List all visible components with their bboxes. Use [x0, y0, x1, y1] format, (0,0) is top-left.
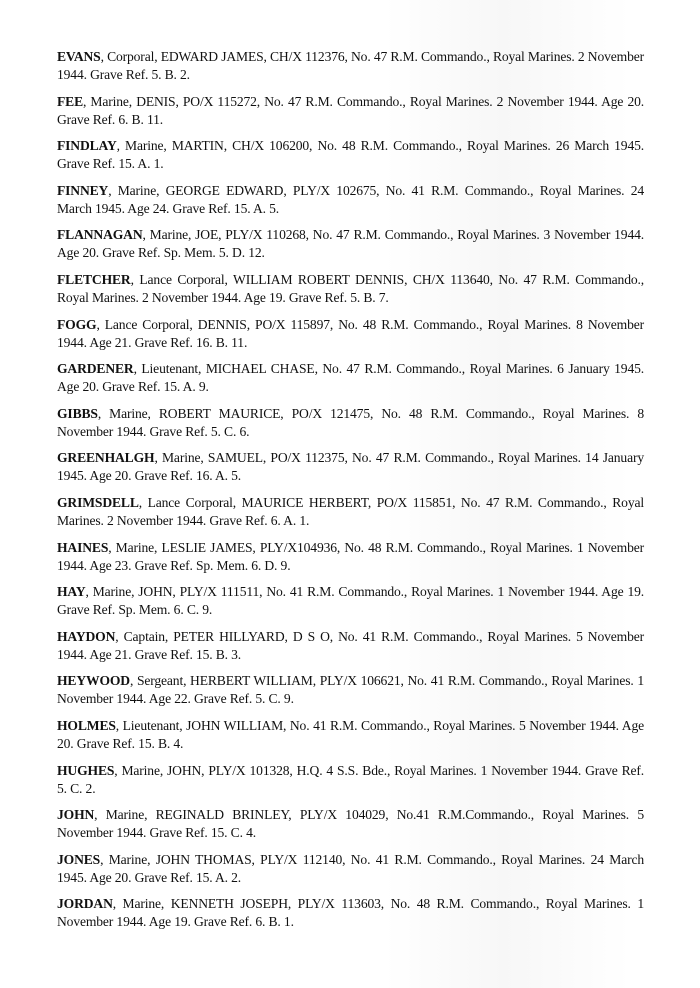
list-entry: [57, 182, 644, 218]
entry-surname: HEYWOOD: [57, 673, 130, 689]
entry-details: , Lance Corporal, MAURICE HERBERT, PO/X 115851, No. 47 R.M. Commando., Royal Marines. 2 November 1944. Grave Ref. 6. A. 1.: [57, 494, 644, 528]
list-entry: [57, 583, 644, 619]
entry-details: , Marine, LESLIE JAMES, PLY/X104936, No. 48 R.M. Commando., Royal Marines. 1 November 1944. Age 23. Grave Ref. Sp. Mem. 6. D. 9.: [57, 539, 644, 573]
entry-surname: EVANS: [57, 49, 101, 64]
list-entry: [57, 226, 644, 262]
casualty-list: [57, 48, 644, 940]
entry-surname: FEE: [57, 93, 83, 109]
list-entry: [57, 449, 644, 485]
entry-details: , Lance Corporal, DENNIS, PO/X 115897, No. 48 R.M. Commando., Royal Marines. 8 November 1944. Age 21. Grave Ref. 16. B. 11.: [57, 316, 644, 350]
list-entry: [57, 672, 644, 708]
list-entry: [57, 93, 644, 129]
list-entry: [57, 895, 644, 931]
entry-details: , Marine, JOHN, PLY/X 101328, H.Q. 4 S.S. Bde., Royal Marines. 1 November 1944. Grave Ref. 5. C. 2.: [57, 762, 644, 796]
list-entry: [57, 360, 644, 396]
entry-details: , Lieutenant, JOHN WILLIAM, No. 41 R.M. Commando., Royal Marines. 5 November 1944. Age 20. Grave Ref. 15. B. 4.: [57, 717, 644, 751]
entry-surname: HAYDON: [57, 628, 116, 644]
list-entry: [57, 539, 644, 575]
list-entry: [57, 762, 644, 798]
entry-surname: GRIMSDELL: [57, 494, 139, 510]
entry-details: , Marine, KENNETH JOSEPH, PLY/X 113603, No. 48 R.M. Commando., Royal Marines. 1 November 1944. Age 19. Grave Ref. 6. B. 1.: [57, 896, 644, 930]
entry-details: , Lieutenant, MICHAEL CHASE, No. 47 R.M. Commando., Royal Marines. 6 January 1945. Age 20. Grave Ref. 15. A. 9.: [57, 361, 644, 395]
entry-details: , Marine, ROBERT MAURICE, PO/X 121475, No. 48 R.M. Commando., Royal Marines. 8 November 1944. Grave Ref. 5. C. 6.: [57, 405, 644, 439]
entry-details: , Marine, SAMUEL, PO/X 112375, No. 47 R.M. Commando., Royal Marines. 14 January 1945. Age 20. Grave Ref. 16. A. 5.: [57, 450, 644, 484]
entry-surname: GREENHALGH: [57, 450, 155, 466]
list-entry: [57, 316, 644, 352]
entry-surname: FINDLAY: [57, 138, 117, 154]
list-entry: [57, 494, 644, 530]
list-entry: [57, 628, 644, 664]
entry-surname: GARDENER: [57, 361, 134, 377]
entry-surname: FINNEY: [57, 182, 109, 198]
entry-details: , Sergeant, HERBERT WILLIAM, PLY/X 106621, No. 41 R.M. Commando., Royal Marines. 1 November 1944. Age 22. Grave Ref. 5. C. 9.: [57, 673, 644, 707]
list-entry: [57, 271, 644, 307]
entry-details: , Lance Corporal, WILLIAM ROBERT DENNIS, CH/X 113640, No. 47 R.M. Commando., Royal Marines. 2 November 1944. Age 19. Grave Ref. 5. B. 7.: [57, 271, 644, 305]
entry-details: , Marine, JOE, PLY/X 110268, No. 47 R.M. Commando., Royal Marines. 3 November 1944. Age 20. Grave Ref. Sp. Mem. 5. D. 12.: [57, 227, 644, 261]
entry-surname: JONES: [57, 851, 101, 867]
list-entry: [57, 405, 644, 441]
entry-surname: HAINES: [57, 539, 109, 555]
entry-surname: HOLMES: [57, 717, 116, 733]
entry-details: , Marine, DENIS, PO/X 115272, No. 47 R.M. Commando., Royal Marines. 2 November 1944. Age 20. Grave Ref. 6. B. 11.: [57, 93, 644, 127]
entry-surname: JOHN: [57, 807, 95, 823]
list-entry: [57, 717, 644, 753]
entry-details: , Marine, MARTIN, CH/X 106200, No. 48 R.M. Commando., Royal Marines. 26 March 1945. Grave Ref. 15. A. 1.: [57, 138, 644, 172]
list-entry: [57, 806, 644, 842]
entry-surname: HUGHES: [57, 762, 115, 778]
list-entry: [57, 137, 644, 173]
entry-surname: HAY: [57, 584, 86, 600]
entry-surname: FLETCHER: [57, 271, 131, 287]
list-entry: [57, 48, 644, 84]
entry-details: , Marine, REGINALD BRINLEY, PLY/X 104029, No.41 R.M.Commando., Royal Marines. 5 November 1944. Grave Ref. 15. C. 4.: [57, 807, 644, 841]
entry-surname: FOGG: [57, 316, 97, 332]
entry-details: , Captain, PETER HILLYARD, D S O, No. 41 R.M. Commando., Royal Marines. 5 November 1944. Age 21. Grave Ref. 15. B. 3.: [57, 628, 644, 662]
entry-details: , Corporal, EDWARD JAMES, CH/X 112376, No. 47 R.M. Commando., Royal Marines. 2 November 1944. Grave Ref. 5. B. 2.: [57, 49, 644, 82]
entry-details: , Marine, GEORGE EDWARD, PLY/X 102675, No. 41 R.M. Commando., Royal Marines. 24 March 1945. Age 24. Grave Ref. 15. A. 5.: [57, 182, 644, 216]
entry-surname: FLANNAGAN: [57, 227, 143, 243]
entry-details: , Marine, JOHN THOMAS, PLY/X 112140, No. 41 R.M. Commando., Royal Marines. 24 March 1945. Age 20. Grave Ref. 15. A. 2.: [57, 851, 644, 885]
entry-details: , Marine, JOHN, PLY/X 111511, No. 41 R.M. Commando., Royal Marines. 1 November 1944. Age 19. Grave Ref. Sp. Mem. 6. C. 9.: [57, 584, 644, 618]
list-entry: [57, 851, 644, 887]
entry-surname: JORDAN: [57, 896, 113, 912]
entry-surname: GIBBS: [57, 405, 98, 421]
